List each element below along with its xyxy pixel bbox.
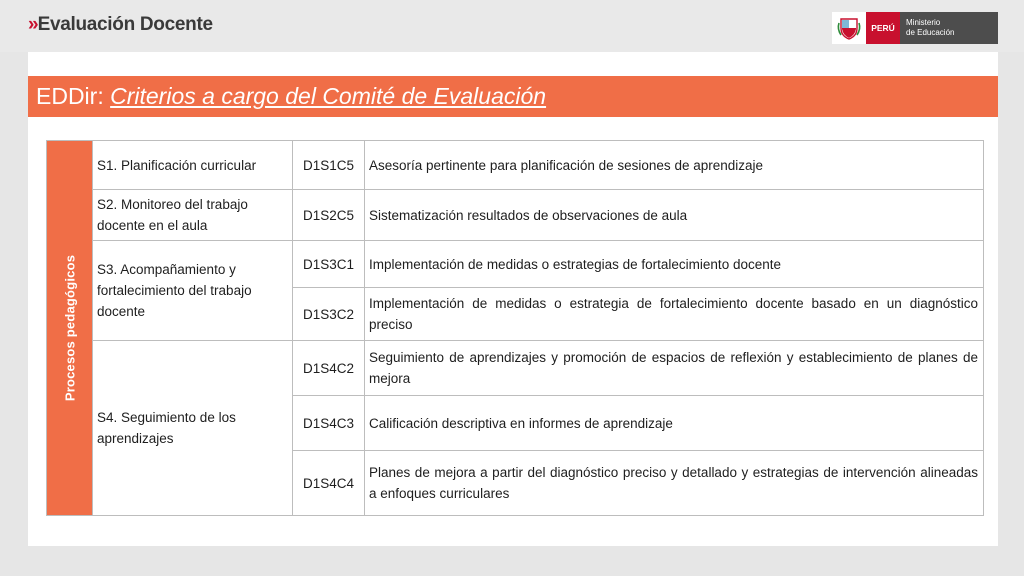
table-row — [47, 190, 984, 241]
slide-title-prefix: EDDir: — [36, 83, 111, 109]
criterion-code: D1S2C5 — [293, 190, 365, 241]
side-category-cell — [47, 141, 93, 516]
subprocess-s2: S2. Monitoreo del trabajo docente en el aula — [93, 190, 293, 241]
ministry-line-1: Ministerio — [906, 18, 941, 27]
criterion-code: D1S1C5 — [293, 141, 365, 190]
ministry-line-2: de Educación — [906, 28, 955, 37]
brand-chevrons: » — [28, 14, 36, 35]
table-row — [47, 241, 984, 288]
criterion-description: Calificación descriptiva en informes de aprendizaje — [365, 396, 984, 451]
criterion-description: Seguimiento de aprendizajes y promoción de espacios de reflexión y establecimiento de planes de mejora — [365, 341, 984, 396]
peru-label: PERÚ — [866, 12, 900, 44]
criteria-table — [46, 140, 984, 516]
side-category-label: Procesos pedagógicos — [62, 254, 77, 402]
criterion-code: D1S3C2 — [293, 288, 365, 341]
subprocess-s1: S1. Planificación curricular — [93, 141, 293, 190]
subprocess-s3: S3. Acompañamiento y fortalecimiento del trabajo docente — [93, 241, 293, 341]
criterion-code: D1S4C2 — [293, 341, 365, 396]
criterion-code: D1S4C3 — [293, 396, 365, 451]
slide-title-link[interactable]: Criterios a cargo del Comité de Evaluación — [110, 83, 547, 109]
subprocess-s4: S4. Seguimiento de los aprendizajes — [93, 341, 293, 516]
table-row — [47, 341, 984, 396]
table-row — [47, 141, 984, 190]
criterion-description: Planes de mejora a partir del diagnóstico preciso y detallado y estrategias de intervención alineadas a enfoques curriculares — [365, 451, 984, 516]
top-bar — [0, 0, 1024, 52]
ministry-label — [900, 12, 998, 44]
brand-logo — [28, 14, 213, 36]
peru-coat-of-arms-icon — [832, 12, 866, 44]
criterion-description: Implementación de medidas o estrategia de fortalecimiento docente basado en un diagnóstico preciso — [365, 288, 984, 341]
slide-title — [28, 76, 998, 117]
criterion-description: Asesoría pertinente para planificación de sesiones de aprendizaje — [365, 141, 984, 190]
brand-title: Evaluación Docente — [37, 14, 213, 35]
criterion-description: Implementación de medidas o estrategias de fortalecimiento docente — [365, 241, 984, 288]
government-logo — [832, 12, 998, 44]
criterion-description: Sistematización resultados de observaciones de aula — [365, 190, 984, 241]
criterion-code: D1S4C4 — [293, 451, 365, 516]
criterion-code: D1S3C1 — [293, 241, 365, 288]
